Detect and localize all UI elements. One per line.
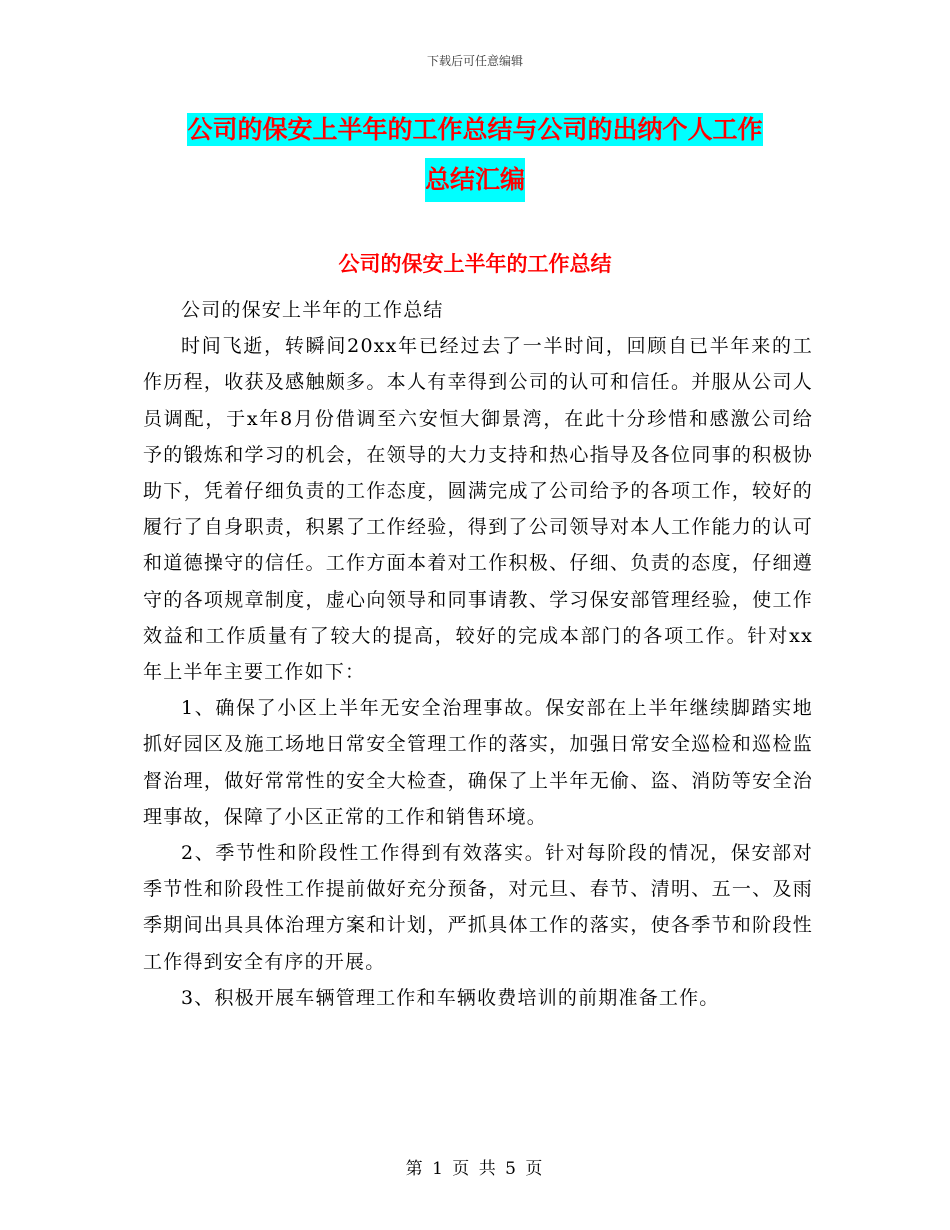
paragraph: 3、积极开展车辆管理工作和车辆收费培训的前期准备工作。 (181, 986, 720, 1009)
paragraph: 公司的保安上半年的工作总结 (181, 299, 444, 321)
paragraph: 时间飞逝，转瞬间20xx年已经过去了一半时间，回顾自已半年来的工作历程，收获及感触颇多。本人有幸得到公司的认可和信任。并服从公司人员调配，于x年8月份借调至六安恒大御景湾，在此十分珍惜和感激公司给予的锻炼和学习的机会，在领导的大力支持和热心指导及各位同事的积极协助下，凭着仔细负责的工作态度，圆满完成了公司给予的各项工作，较好的履行了自身职责，积累了工作经验，得到了公司领导对本人工作能力的认可和道德操守的信任。工作方面本着对工作积极、仔细、负责的态度，仔细遵守的各项规章制度，虚心向领导和同事请教、学习保安部管理经验，使工作效益和工作质量有了较大的提高，较好的完成本部门的各项工作。针对xx年上半年主要工作如下： (143, 335, 813, 684)
section-title: 公司的保安上半年的工作总结 (338, 252, 612, 276)
header-note: 下载后可任意编辑 (426, 54, 523, 68)
document-title-line1: 公司的保安上半年的工作总结与公司的出纳个人工作 (187, 115, 763, 144)
document-title-line2: 总结汇编 (425, 158, 525, 202)
paragraph: 2、季节性和阶段性工作得到有效落实。针对每阶段的情况，保安部对季节性和阶段性工作提前做好充分预备，对元旦、春节、清明、五一、及雨季期间出具具体治理方案和计划，严抓具体工作的落实，使各季节和阶段性工作得到安全有序的开展。 (143, 842, 813, 973)
document-title (0, 110, 950, 202)
document-body (143, 292, 813, 1016)
paragraph: 1、确保了小区上半年无安全治理事故。保安部在上半年继续脚踏实地抓好园区及施工场地日常安全管理工作的落实，加强日常安全巡检和巡检监督治理，做好常常性的安全大检查，确保了上半年无偷、盗、消防等安全治理事故，保障了小区正常的工作和销售环境。 (143, 697, 813, 828)
page-number: 第 1 页 共 5 页 (405, 1159, 545, 1179)
